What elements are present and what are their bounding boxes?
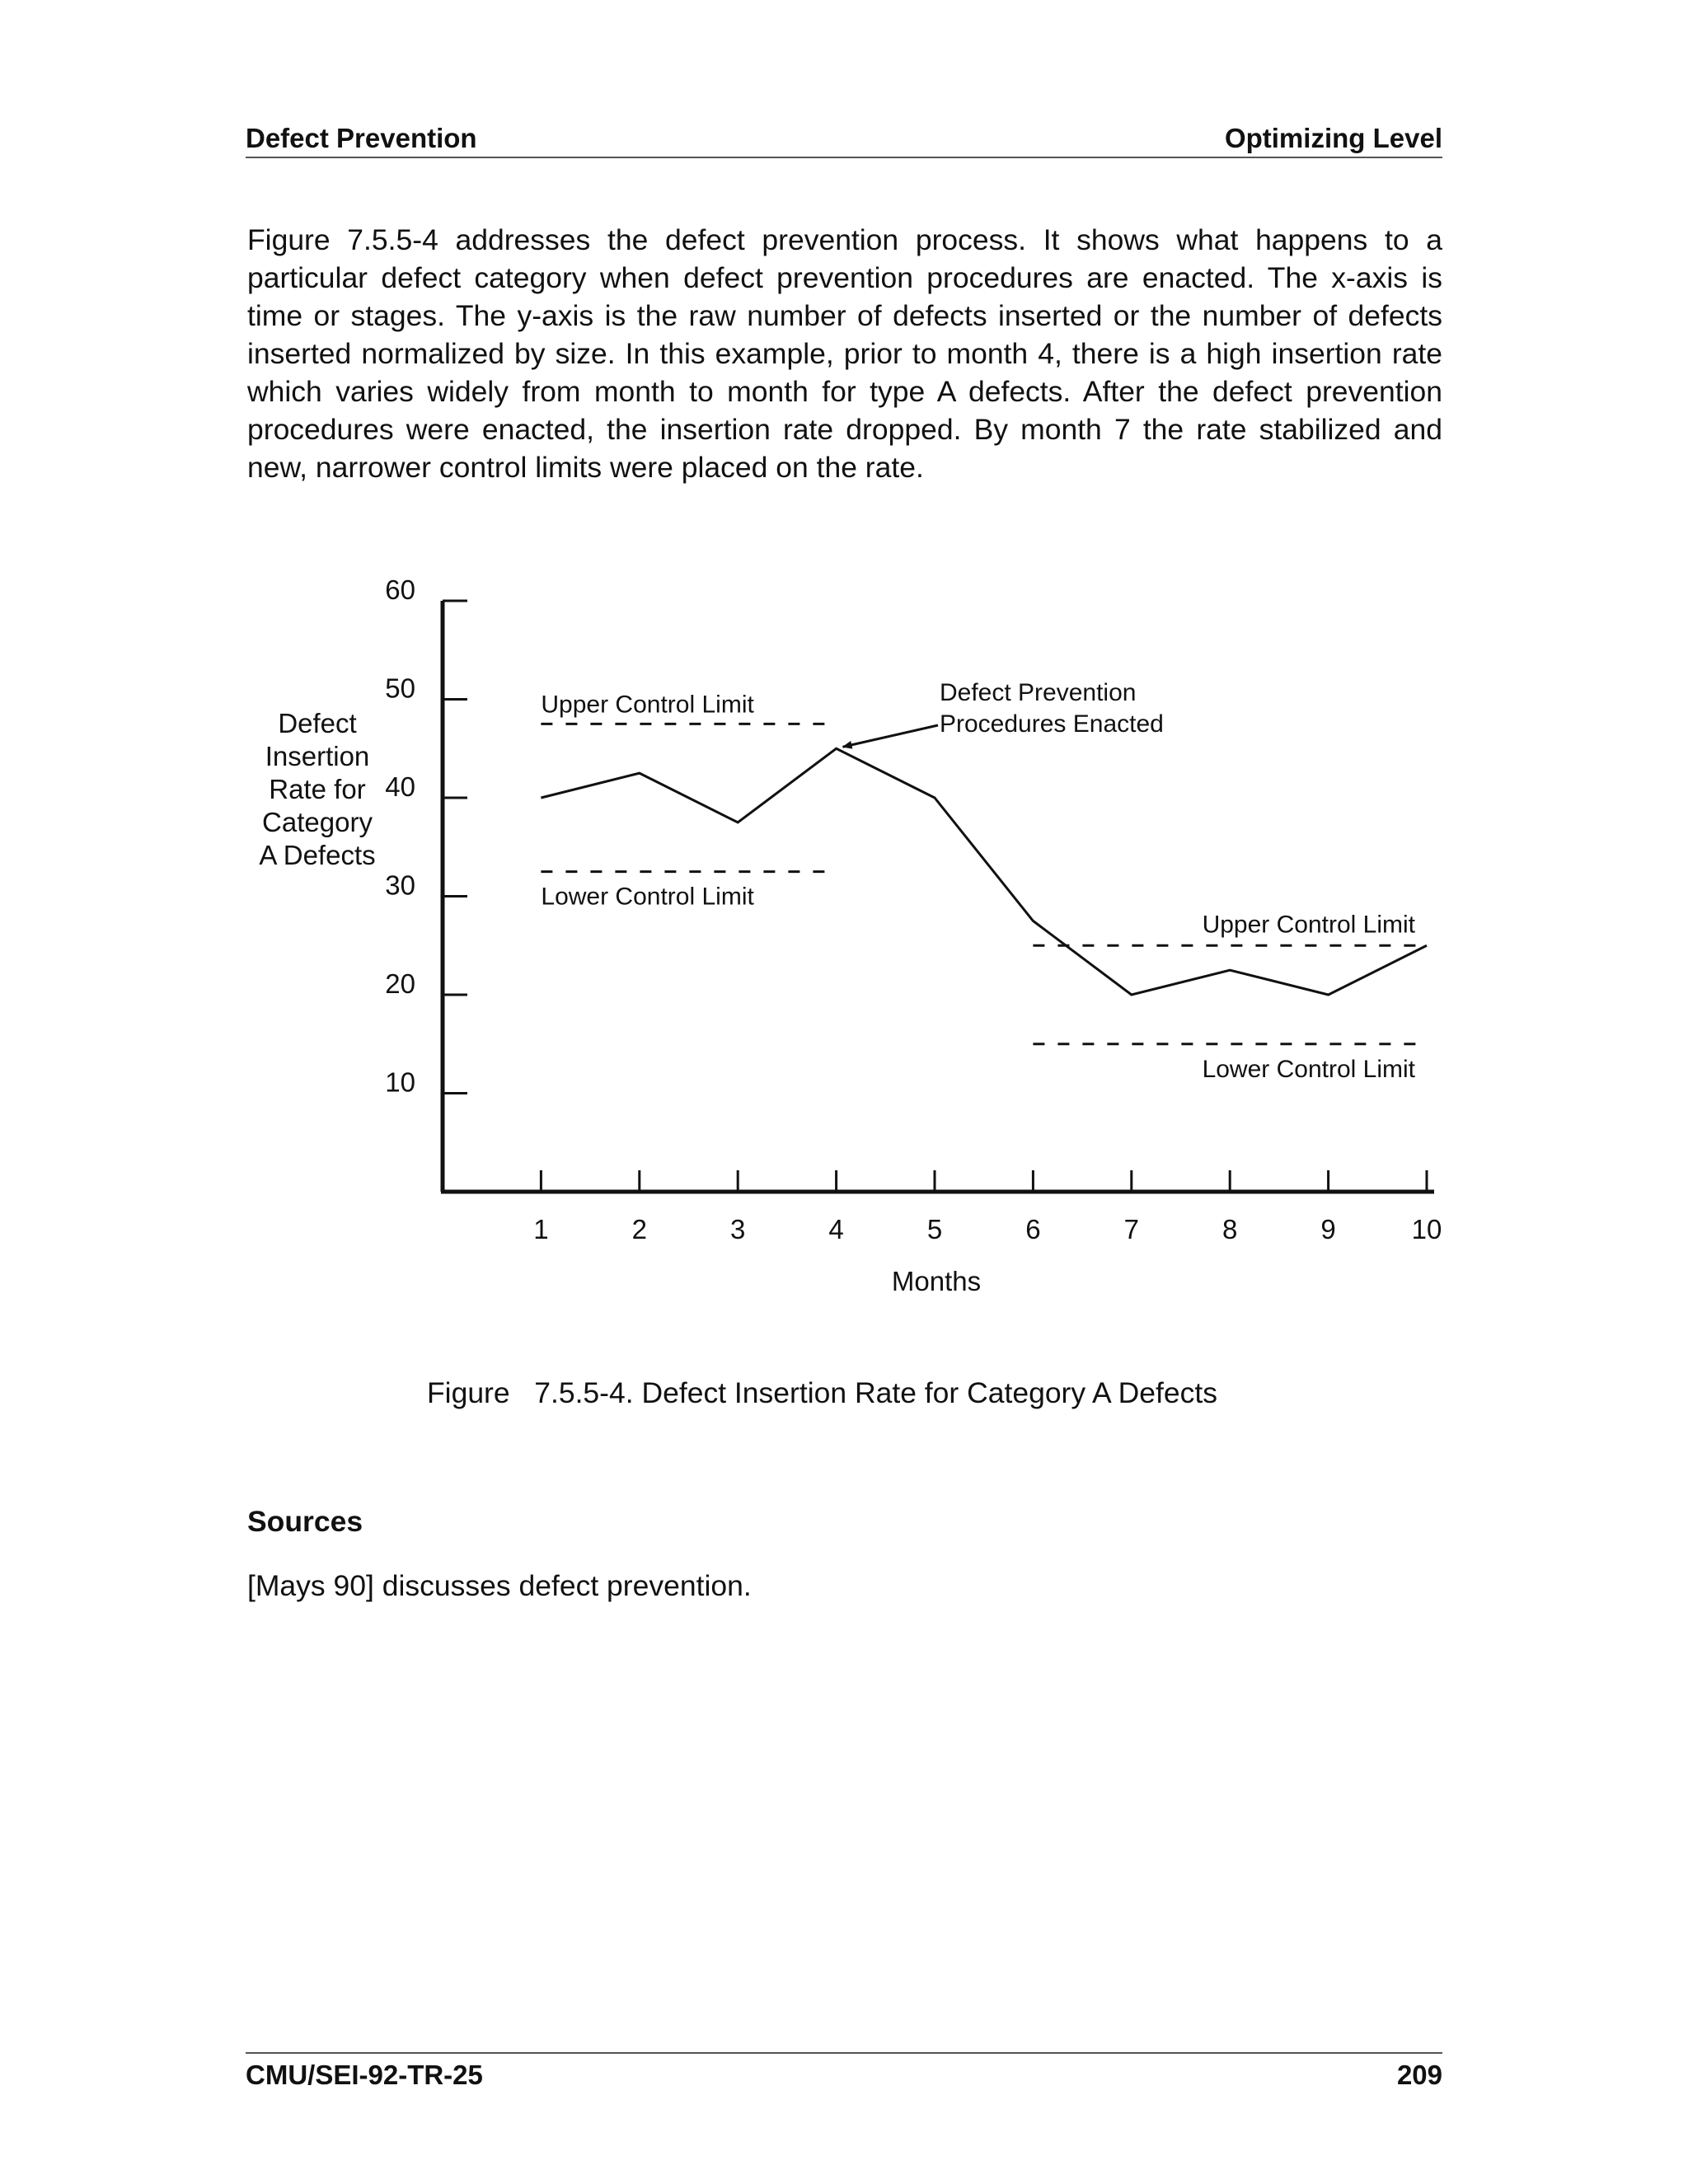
x-tick-label: 7	[1123, 1214, 1139, 1244]
sources-heading: Sources	[247, 1505, 363, 1538]
x-tick-label: 1	[533, 1214, 549, 1244]
y-tick-label: 60	[385, 574, 415, 605]
header-level-title: Optimizing Level	[1224, 123, 1442, 153]
y-tick-label: 40	[385, 771, 415, 802]
x-tick-label: 10	[1411, 1214, 1442, 1244]
footer-report-id: CMU/SEI-92-TR-25	[246, 2060, 483, 2090]
control-limit-label: Lower Control Limit	[1202, 1055, 1415, 1083]
x-tick-label: 9	[1320, 1214, 1336, 1244]
y-tick-label: 20	[385, 968, 415, 999]
body-paragraph: Figure 7.5.5-4 addresses the defect prevention process. It shows what happens to a particular defect category when defect prevention procedures are enacted. The x-axis is time or stages. The y-axis is the raw number of defects inserted or the number of defects inserted normalized by size. In this example, prior to month 4, there is a high insertion rate which varies widely from month to month for type A defects. After the defect prevention procedures were enacted, the insertion rate dropped. By month 7 the rate stabilized and new, narrower control limits were placed on the rate.	[247, 223, 1442, 484]
header-section-title: Defect Prevention	[246, 123, 477, 153]
y-tick-label: 50	[385, 673, 415, 704]
annotation-text: Procedures Enacted	[940, 710, 1164, 738]
page-footer	[246, 2052, 1442, 2100]
y-tick-label: 10	[385, 1066, 415, 1098]
x-tick-label: 2	[631, 1214, 647, 1244]
x-tick-label: 8	[1222, 1214, 1238, 1244]
control-limit-label: Upper Control Limit	[1202, 911, 1415, 939]
ylabel-line: Insertion	[265, 741, 370, 771]
figure-caption: Figure 7.5.5-4. Defect Insertion Rate for Category A Defects	[427, 1376, 1217, 1409]
x-axis-label: Months	[891, 1266, 982, 1296]
x-tick-label: 4	[828, 1214, 844, 1244]
annotation-arrow	[843, 725, 938, 747]
x-tick-label: 5	[926, 1214, 943, 1244]
x-tick-label: 6	[1025, 1214, 1041, 1244]
y-tick-label: 30	[385, 869, 415, 901]
sources-text: [Mays 90] discusses defect prevention.	[247, 1569, 752, 1602]
control-limit-label: Lower Control Limit	[541, 883, 754, 911]
x-tick-label: 3	[730, 1214, 746, 1244]
footer-page-number: 209	[1396, 2060, 1442, 2090]
ylabel-line: Rate for	[269, 774, 366, 804]
annotation-text: Defect Prevention	[940, 679, 1137, 706]
ylabel-line: Category	[262, 807, 373, 837]
ylabel-line: Defect	[278, 708, 357, 738]
ylabel-line: A Defects	[259, 840, 376, 870]
control-limit-label: Upper Control Limit	[541, 691, 754, 719]
